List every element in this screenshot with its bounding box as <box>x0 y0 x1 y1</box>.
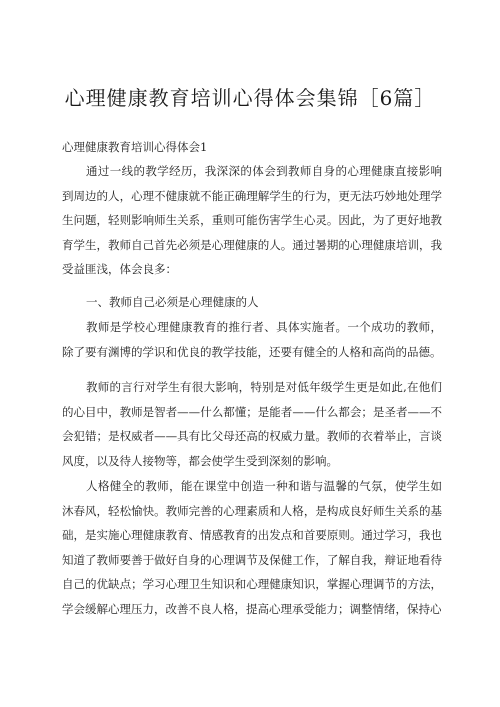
paragraph-intro: 通过一线的教学经历，我深深的体会到教师自身的心理健康直接影响到周边的人，心理不健康就不能正确理解学生的行为，更无法巧妙地处理学生问题，轻则影响师生关系，重则可能伤害学生心灵。因此，为了更好地教育学生，教师自己首先必须是心理健康的人。通过暑期的心理健康培训，我受益匪浅，体会良多： <box>62 164 442 277</box>
document-title: 心理健康教育培训心得体会集锦［6篇］ <box>64 86 436 110</box>
paragraph-teacher-role: 教师是学校心理健康教育的推行者、具体实施者。一个成功的教师，除了要有渊博的学识和优良的教学技能，还要有健全的人格和高尚的品德。 <box>62 320 442 359</box>
section-heading: 一、教师自己必须是心理健康的人 <box>86 295 259 309</box>
paragraph-teacher-influence: 教师的言行对学生有很大影响，特别是对低年级学生更是如此,在他们的心目中，教师是智者——什么都懂；是能者——什么都会；是圣者——不会犯错；是权威者——具有比父母还高的权威力量。教师的衣着举止，言谈风度，以及待人接物等，都会使学生受到深刻的影响。 <box>62 380 442 468</box>
section-title: 心理健康教育培训心得体会1 <box>62 140 208 154</box>
paragraph-healthy-personality: 人格健全的教师，能在课堂中创造一种和谐与温馨的气氛，使学生如沐春风，轻松愉快。教师完善的心理素质和人格，是构成良好师生关系的基础，是实施心理健康教育、情感教育的出发点和首要原则。通过学习，我也知道了教师要善于做好自身的心理调节及保健工作，了解自我，辩证地看待自己的优缺点；学习心理卫生知识和心理健康知识，掌握心理调节的方法，学会缓解心理压力，改善不良人格，提高心理承受能力；调整情绪，保持心 <box>62 479 442 616</box>
